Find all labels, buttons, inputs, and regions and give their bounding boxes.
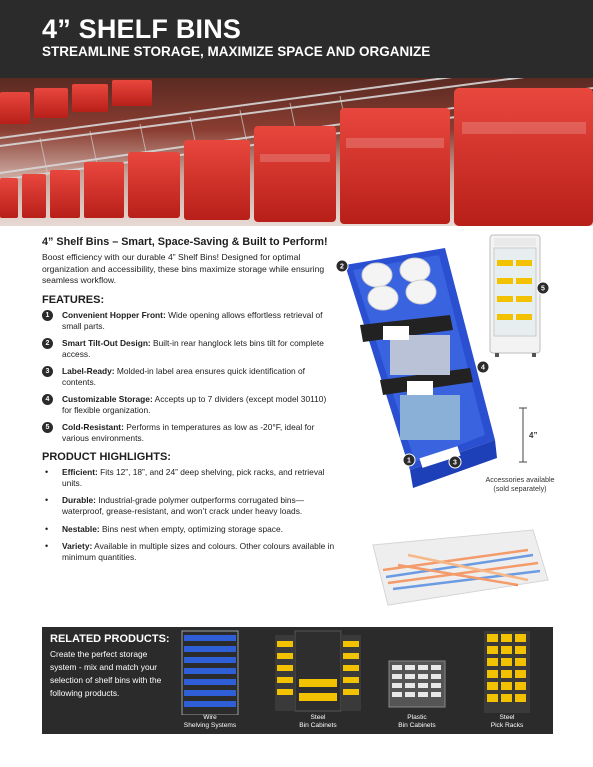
highlight-label: Nestable: xyxy=(62,524,100,534)
page-subtitle: STREAMLINE STORAGE, MAXIMIZE SPACE AND ORGANIZE xyxy=(42,44,431,59)
highlight-text: Fits 12”, 18”, and 24” deep shelving, pick racks, and retrieval units. xyxy=(62,467,325,488)
feature-item xyxy=(42,422,337,444)
wire-shelving-image xyxy=(180,629,240,720)
related-product-steel-pick-racks: Steel Pick Racks xyxy=(490,714,524,729)
page-title: 4” SHELF BINS xyxy=(42,14,242,44)
feature-label: Smart Tilt-Out Design: xyxy=(62,338,151,348)
bullet-icon: • xyxy=(45,495,49,505)
feature-item xyxy=(42,394,337,416)
highlight-item xyxy=(42,467,342,489)
steel-pick-rack-image xyxy=(482,629,532,720)
blue-shelf-bin-image xyxy=(345,248,497,488)
feature-item xyxy=(42,338,337,360)
feature-label: Convenient Hopper Front: xyxy=(62,310,166,320)
feature-number-badge: 2 xyxy=(42,338,53,349)
feature-text: Molded-in label area ensures quick identification of contents. xyxy=(62,366,306,387)
feature-text: Built-in rear hanglock lets bins tilt for complete access. xyxy=(62,338,324,359)
feature-label: Cold-Resistant: xyxy=(62,422,124,432)
feature-text: Accepts up to 7 dividers (except model 30110) for flexible organization. xyxy=(62,394,327,415)
feature-number-badge: 1 xyxy=(42,310,53,321)
highlight-label: Durable: xyxy=(62,495,96,505)
page-header xyxy=(0,0,593,78)
callout-1: 1 xyxy=(407,457,411,465)
highlights-heading: PRODUCT HIGHLIGHTS: xyxy=(42,451,171,463)
plastic-bin-cabinet-image xyxy=(387,659,447,714)
callout-5: 5 xyxy=(541,285,545,293)
bullet-icon: • xyxy=(45,467,49,477)
highlight-text: Available in multiple sizes and colours. Other colours available in minimum quantities. xyxy=(62,541,335,562)
feature-text: Wide opening allows effortless retrieval of small parts. xyxy=(62,310,323,331)
feature-number-badge: 5 xyxy=(42,422,53,433)
feature-number-badge: 4 xyxy=(42,394,53,405)
related-product-plastic-bin-cabinets: Plastic Bin Cabinets xyxy=(398,714,436,729)
related-products-panel xyxy=(42,627,553,734)
highlight-label: Efficient: xyxy=(62,467,98,477)
clear-bin-image xyxy=(368,525,553,610)
related-products-heading: RELATED PRODUCTS: xyxy=(50,633,170,645)
accessories-note: Accessories available (sold separately) xyxy=(485,475,555,493)
highlight-item xyxy=(42,495,342,517)
callout-3: 3 xyxy=(453,459,457,467)
related-product-wire-shelving: Wire Shelving Systems xyxy=(183,714,237,729)
hero-image xyxy=(0,78,593,226)
product-illustration xyxy=(335,230,585,500)
bullet-icon: • xyxy=(45,541,49,551)
highlight-text: Bins nest when empty, optimizing storage space. xyxy=(99,524,283,534)
feature-item xyxy=(42,366,337,388)
feature-text: Performs in temperatures as low as -20°F, ideal for various environments. xyxy=(62,422,315,443)
bullet-icon: • xyxy=(45,524,49,534)
related-product-steel-bin-cabinets: Steel Bin Cabinets xyxy=(299,714,337,729)
highlight-item xyxy=(42,524,342,535)
intro-text: Boost efficiency with our durable 4” Shelf Bins! Designed for optimal organization and accessibility, these bins maximize storage while ensuring seamless workflow. xyxy=(42,252,325,285)
highlight-text: Industrial-grade polymer outperforms corrugated bins—waterproof, grease-resistant, and won’t crack under heavy loads. xyxy=(62,495,305,516)
related-products-description: Create the perfect storage system - mix and match your selection of shelf bins with the following products. xyxy=(50,649,162,698)
refrigerator-image xyxy=(490,235,540,357)
highlight-label: Variety: xyxy=(62,541,93,551)
callout-4: 4 xyxy=(481,364,485,372)
feature-number-badge: 3 xyxy=(42,366,53,377)
callout-2: 2 xyxy=(340,263,344,271)
feature-label: Customizable Storage: xyxy=(62,394,153,404)
feature-label: Label-Ready: xyxy=(62,366,115,376)
steel-bin-cabinet-image xyxy=(273,629,363,720)
feature-item xyxy=(42,310,337,332)
highlight-item xyxy=(42,541,342,563)
height-dimension-label: 4” xyxy=(529,431,538,440)
features-heading: FEATURES: xyxy=(42,294,105,306)
main-heading: 4” Shelf Bins – Smart, Space-Saving & Built to Perform! xyxy=(42,236,328,248)
